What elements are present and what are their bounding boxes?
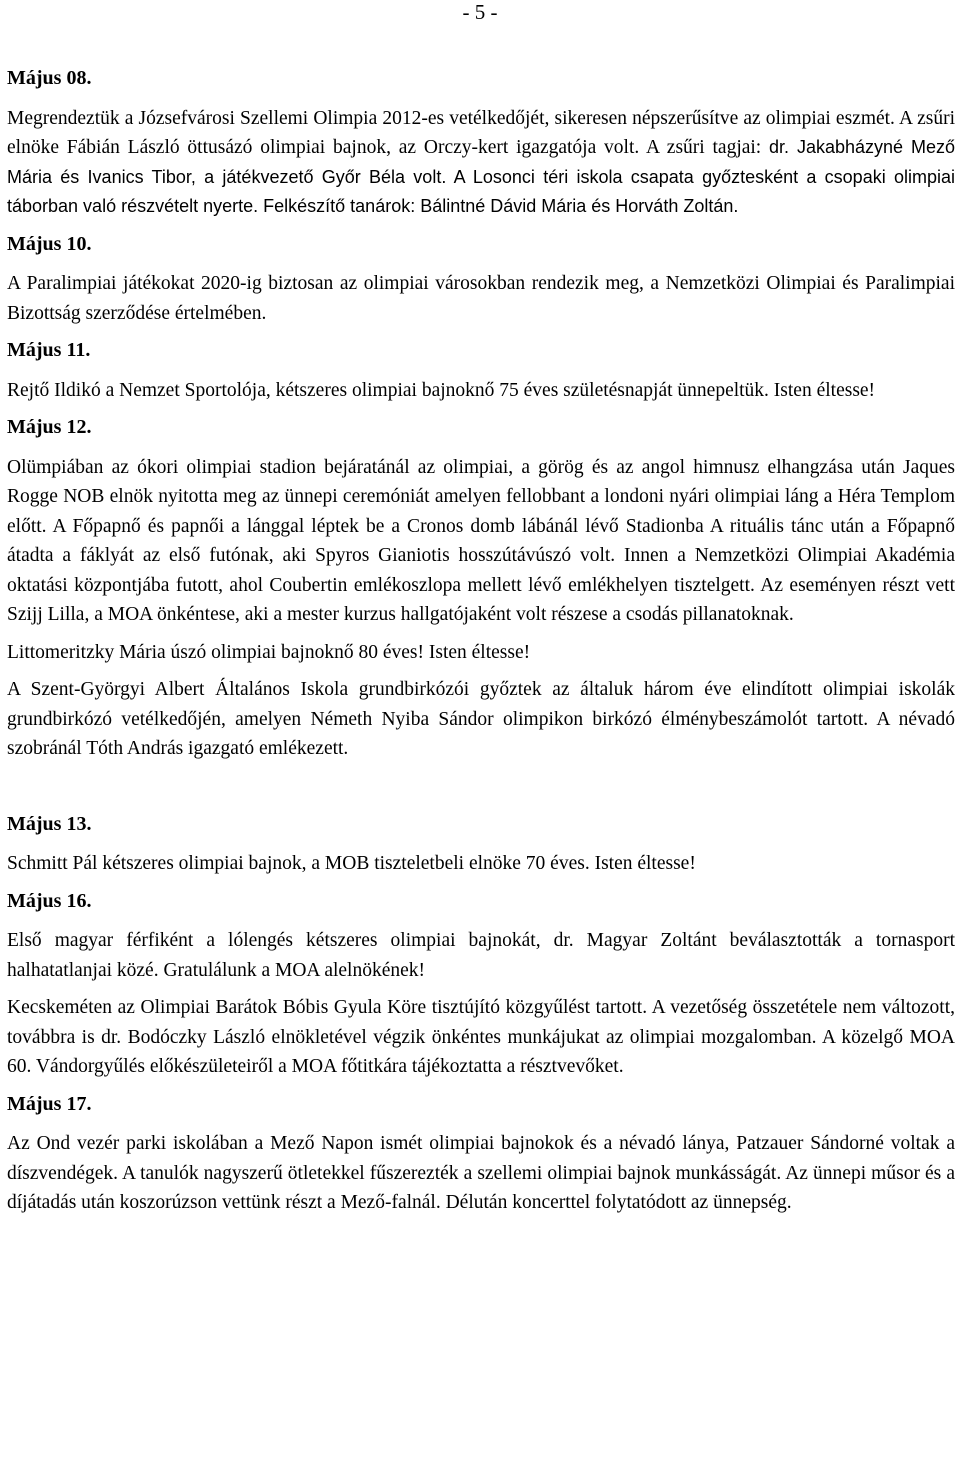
paragraph-may-16-magyar-zoltan: Első magyar férfiként a lólengés kétszeres olimpiai bajnokát, dr. Magyar Zoltánt beválasztották a tornasport halhatatlanjai közé. Gratulálunk a MOA alelnökének! [7, 930, 955, 981]
heading-may-10: Május 10. [7, 232, 92, 255]
paragraph-may-12-littomeritzky: Littomeritzky Mária úszó olimpiai bajnoknő 80 éves! Isten éltesse! [7, 641, 531, 663]
heading-may-08: Május 08. [7, 67, 92, 89]
paragraph-may-08-part-a: Megrendeztük a Józsefvárosi Szellemi Olimpia 2012-es vetélkedőjét, sikeresen népszerűsítve az olimpiai eszmét. A zsűri elnöke Fábián László öttusázó olimpiai bajnok, az Orczy-kert igazgatója volt. A zsűri tagjai: [7, 107, 955, 158]
page-number: - 5 - [462, 0, 498, 24]
paragraph-may-16-kecskemet: Kecskeméten az Olimpiai Barátok Bóbis Gyula Köre tisztújító közgyűlést tartott. A vezetőség összetétele nem változott, továbbra is dr. Bodóczky László elnökletével végzik önkéntes munkájukat az olimpiai mozgalomban. A közelgő MOA 60. Vándorgyűlés előkészületeiről a MOA főtitkára tájékoztatta a résztvevőket. [7, 997, 955, 1077]
paragraph-may-12-olympia: Olümpiában az ókori olimpiai stadion bejáratánál az olimpiai, a görög és az angol himnusz elhangzása után Jaques Rogge NOB elnök nyitotta meg az ünnepi ceremóniát amelyen fellobbant a londoni nyári olimpiai láng a Héra Templom előtt. A Főpapnő és papnői a lánggal léptek be a Cronos domb lábánál lévő Stadionba A rituális tánc után a Főpapnő átadta a fáklyát az első futónak, aki Spyros Gianiotis hosszútávúszó volt. Innen a Nemzetközi Olimpiai Akadémia oktatási központjába futott, ahol Coubertin emlékoszlopa mellett lévő emlékhelyen tisztelgett. Az eseményen részt vett Szijj Lilla, a MOA önkéntese, aki a mester kurzus hallgatójaként volt részese a csodás pillanatoknak. [7, 456, 955, 625]
paragraph-may-13: Schmitt Pál kétszeres olimpiai bajnok, a MOB tiszteletbeli elnöke 70 éves. Isten éltesse! [7, 853, 696, 874]
heading-may-13: Május 13. [7, 812, 92, 835]
heading-may-11: Május 11. [7, 339, 91, 361]
paragraph-may-10: A Paralimpiai játékokat 2020-ig biztosan az olimpiai városokban rendezik meg, a Nemzetközi Olimpiai és Paralimpiai Bizottság szerződése értelmében. [7, 273, 955, 324]
paragraph-may-08-part-b: dr. Jakabházyné Mező Mária és Ivanics Tibor, a játékvezető Győr Béla volt. A Losonci téri iskola csapata győztesként a csopaki olimpiai táborban való részvételt nyerte. Felkészítő tanárok: Bálintné Dávid Mária és Horváth Zoltán. [7, 137, 955, 216]
heading-may-16: Május 16. [7, 889, 92, 912]
paragraph-may-08 [7, 104, 955, 222]
paragraph-may-17: Az Ond vezér parki iskolában a Mező Napon ismét olimpiai bajnokok és a névadó lánya, Patzauer Sándorné voltak a díszvendégek. A tanulók nagyszerű ötletekkel fűszerezték a szellemi olimpiai bajnok munkásságát. Az ünnepi műsor és a díjátadás után koszorúzson vettünk részt a Mező-falnál. Délután koncerttel folytatódott az ünnepség. [7, 1133, 955, 1213]
paragraph-may-11: Rejtő Ildikó a Nemzet Sportolója, kétszeres olimpiai bajnoknő 75 éves születésnapját ünnepeltük. Isten éltesse! [7, 379, 876, 401]
heading-may-12: Május 12. [7, 416, 92, 438]
paragraph-may-12-grundbirkozo: A Szent-Györgyi Albert Általános Iskola grundbirkózói győztek az általuk három éve elindított olimpiai iskolák grundbirkózó vetélkedőjén, amelyen Németh Nyiba Sándor olimpikon birkózó élménybeszámolót tartott. A névadó szobránál Tóth András igazgató emlékezett. [7, 679, 955, 759]
heading-may-17: Május 17. [7, 1092, 92, 1115]
document-body [7, 64, 955, 1226]
